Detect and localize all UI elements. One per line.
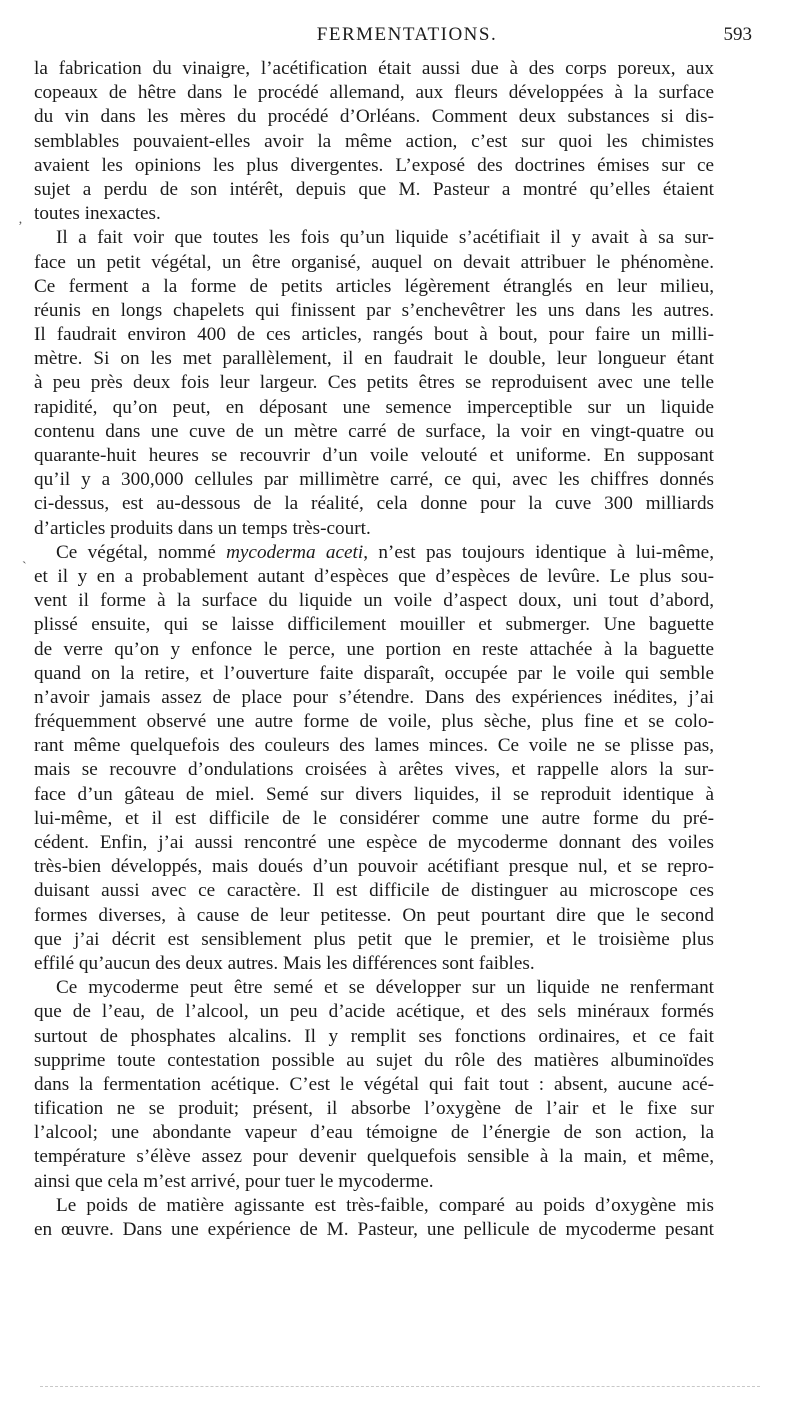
text-line: rant même quelquefois des couleurs des lames minces. Ce voile ne se plisse pas, [34,735,714,757]
text-run: , n’est pas toujours identique à lui-même, [363,541,714,563]
text-line: cédent. Enfin, j’ai aussi rencontré une espèce de mycoderme donnant des voiles [34,832,714,853]
text-line: duisant aussi avec ce caractère. Il est difficile de distinguer au microscope ces [34,880,714,902]
text-run: Ce végétal, nommé [56,541,227,563]
running-title: FERMENTATIONS. [316,24,498,45]
text-line: à peu près deux fois leur largeur. Ces petits êtres se reproduisent avec une telle [34,372,714,394]
species-name: mycoderma aceti [226,541,364,563]
text-line: que de l’eau, de l’alcool, un peu d’acide acétique, et des sels minéraux formés [34,1001,714,1023]
text-line: Ce ferment a la forme de petits articles légèrement étranglés en leur milieu, [34,275,714,297]
body-text [34,57,714,1242]
text-line: supprime toute contestation possible au sujet du rôle des matières albuminoïdes [34,1049,714,1071]
text-line-with-italic [34,541,714,565]
text-line: qu’il y a 300,000 cellules par millimètre carré, ce qui, avec les chiffres donnés [34,469,714,491]
text-line: quarante-huit heures se recouvrir d’un voile velouté et uniforme. En supposant [34,445,714,466]
text-line: ainsi que cela m’est arrivé, pour tuer le mycoderme. [34,1170,434,1192]
page-number: 593 [723,24,752,45]
text-line: température s’élève assez pour devenir quelquefois sensible à la main, et même, [34,1146,714,1168]
text-line: copeaux de hêtre dans le procédé allemand, aux fleurs développées à la surface [34,82,714,104]
text-line: vent il forme à la surface du liquide un voile d’aspect doux, uni tout d’abord, [34,590,714,612]
text-line: toutes inexactes. [34,203,161,225]
running-head [34,24,780,50]
text-line: mètre. Si on les met parallèlement, il en faudrait le double, leur longueur étant [34,348,714,370]
text-line: effilé qu’aucun des deux autres. Mais les différences sont faibles. [34,952,535,974]
text-line: Il a fait voir que toutes les fois qu’un liquide s’acétifiait il y avait à sa sur- [56,227,714,249]
text-line: quand on la retire, et l’ouverture faite disparaît, occupée par le voile qui semble [34,662,714,684]
text-line: réunis en longs chapelets qui finissent par s’enchevêtrer les uns dans les autres. [34,299,714,321]
text-line: plissé ensuite, qui se laisse difficilement mouiller et submerger. Une baguette [34,614,714,636]
text-line: face un petit végétal, un être organisé, auquel on devait attribuer le phénomène. [34,251,714,273]
text-line: mais se recouvre d’ondulations croisées à arêtes vives, et rappelle alors la sur- [34,759,714,781]
text-line: Le poids de matière agissante est très-faible, comparé au poids d’oxygène mis [56,1194,714,1216]
text-line: la fabrication du vinaigre, l’acétification était aussi due à des corps poreux, aux [34,58,714,79]
text-line: Il faudrait environ 400 de ces articles, rangés bout à bout, pour faire un milli- [34,324,714,346]
scan-speck: ˋ [22,560,27,575]
text-line: du vin dans les mères du procédé d’Orléans. Comment deux substances si dis- [34,106,714,128]
text-line: surtout de phosphates alcalins. Il y remplit ses fonctions ordinaires, et ce fait [34,1025,714,1047]
text-line: que j’ai décrit est sensiblement plus petit que le premier, et le troisième plus [34,928,714,950]
text-line: formes diverses, à cause de leur petitesse. On peut pourtant dire que le second [34,904,714,926]
text-line: en œuvre. Dans une expérience de M. Pasteur, une pellicule de mycoderme pesant [34,1219,714,1240]
text-line: lui-même, et il est difficile de le considérer comme une autre forme du pré- [34,807,714,829]
text-line: avaient les opinions les plus divergentes. L’exposé des doctrines émises sur ce [34,154,714,176]
text-line: ci-dessus, est au-dessous de la réalité, cela donne pour la cuve 300 milliards [34,493,714,515]
text-line: rapidité, qu’on peut, en déposant une semence imperceptible sur un liquide [34,396,714,418]
text-line: dans la fermentation acétique. C’est le végétal qui fait tout : absent, aucune acé- [34,1073,714,1095]
text-line: fréquemment observé une autre forme de voile, plus sèche, plus fine et se colo- [34,711,714,733]
text-line: d’articles produits dans un temps très-court. [34,517,371,539]
text-line: et il y en a probablement autant d’espèces que d’espèces de levûre. Le plus sou- [34,565,714,587]
text-line: de verre qu’on y enfonce le perce, une portion en reste attachée à la baguette [34,638,714,660]
text-line: semblables pouvaient-elles avoir la même action, c’est sur quoi les chimistes [34,130,714,152]
text-line: très-bien développés, mais doués d’un pouvoir acétifiant presque nul, et se repro- [34,856,714,878]
text-line: sujet a perdu de son intérêt, depuis que M. Pasteur a montré qu’elles étaient [34,178,714,200]
text-line: contenu dans une cuve de un mètre carré de surface, la voir en vingt-quatre ou [34,420,714,442]
text-line: face d’un gâteau de miel. Semé sur divers liquides, il se reproduit identique à [34,783,714,805]
text-line: Ce mycoderme peut être semé et se développer sur un liquide ne renfermant [56,977,714,999]
text-line: l’alcool; une abondante vapeur d’eau témoigne de l’énergie de son action, la [34,1122,714,1144]
text-line: tification ne se produit; présent, il absorbe l’oxygène de l’air et le fixe sur [34,1098,714,1120]
scan-edge [40,1386,760,1387]
scan-speck: ‚ [18,212,23,227]
text-line: n’avoir jamais assez de place pour s’étendre. Dans des expériences inédites, j’ai [34,686,714,708]
